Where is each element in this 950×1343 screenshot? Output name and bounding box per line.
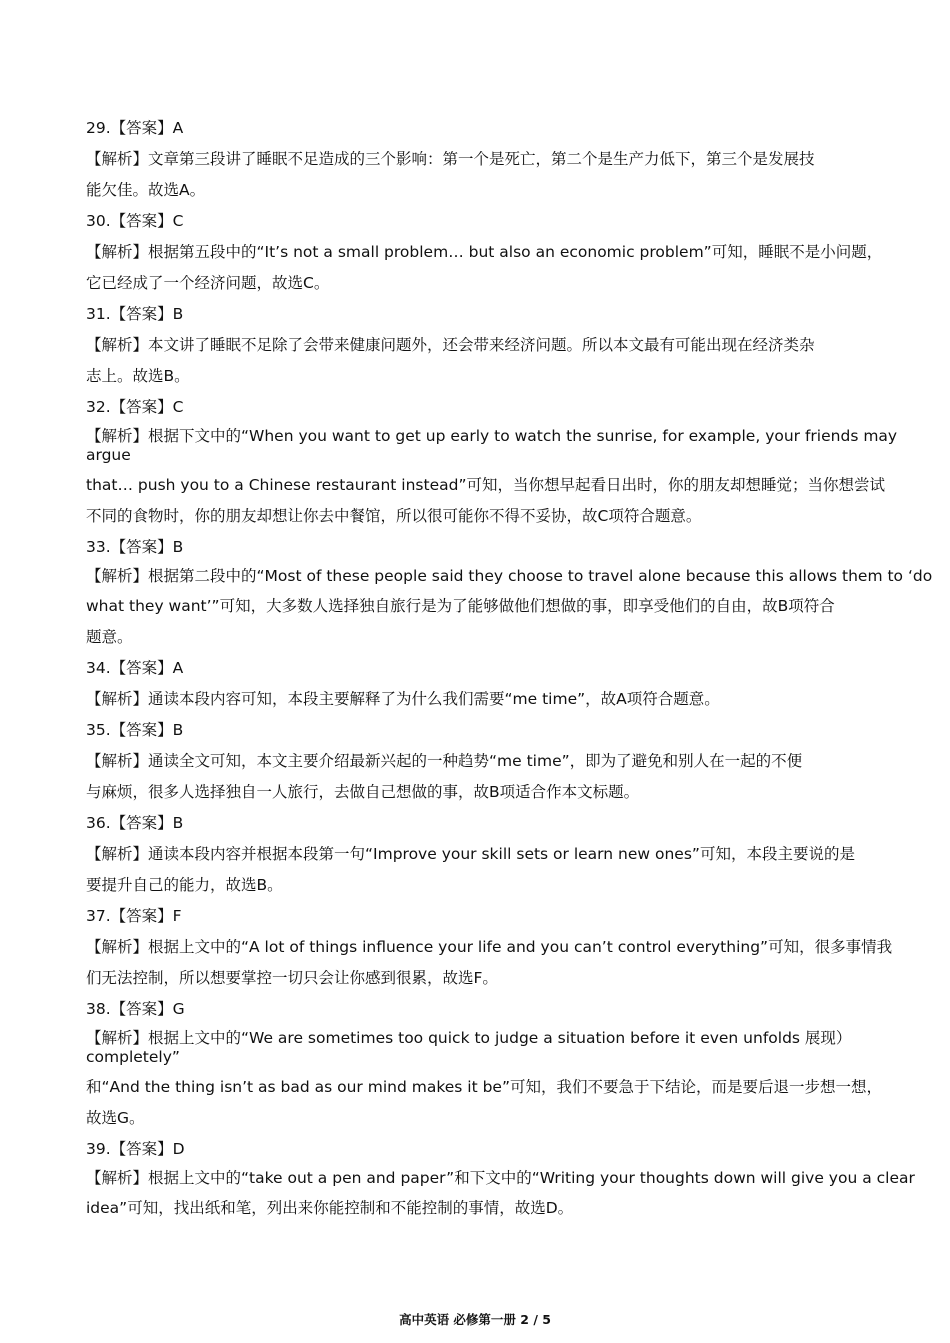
analysis-line: 要提升自己的能力，故选B。 bbox=[86, 876, 283, 894]
analysis-line: 【解析】通读本段内容可知，本段主要解释了为什么我们需要“me time”，故A项符合题意。 bbox=[86, 690, 720, 708]
analysis-line: 【解析】文章第三段讲了睡眠不足造成的三个影响：第一个是死亡，第二个是生产力低下，第三个是发展技 bbox=[86, 150, 815, 168]
answer-line-39: 39.【答案】D bbox=[86, 1140, 185, 1158]
answer-line-35: 35.【答案】B bbox=[86, 721, 184, 739]
analysis-line: 【解析】根据下文中的“When you want to get up early to watch the sunrise, for example, your friends may argue bbox=[86, 427, 898, 464]
analysis-line: 不同的食物时，你的朋友却想让你去中餐馆，所以很可能你不得不妥协，故C项符合题意。 bbox=[86, 507, 702, 525]
answer-line-33: 33.【答案】B bbox=[86, 538, 184, 556]
document-body bbox=[86, 117, 938, 1219]
analysis-line: 志上。故选B。 bbox=[86, 367, 190, 385]
analysis-line: 【解析】根据上文中的“A lot of things influence your life and you can’t control everything”可知，很多事情我 bbox=[86, 938, 893, 956]
analysis-line: idea”可知，找出纸和笔，列出来你能控制和不能控制的事情，故选D。 bbox=[86, 1199, 574, 1217]
answer-line-38: 38.【答案】G bbox=[86, 1000, 185, 1018]
page-footer: 高中英语 必修第一册 2 / 5 bbox=[399, 1312, 551, 1327]
analysis-line: 【解析】通读本段内容并根据本段第一句“Improve your skill sets or learn new ones”可知，本段主要说的是 bbox=[86, 845, 855, 863]
analysis-line: that… push you to a Chinese restaurant instead”可知，当你想早起看日出时，你的朋友却想睡觉；当你想尝试 bbox=[86, 476, 885, 494]
analysis-line: 能欠佳。故选A。 bbox=[86, 181, 206, 199]
answer-line-36: 36.【答案】B bbox=[86, 814, 184, 832]
analysis-line: 【解析】根据第五段中的“It’s not a small problem… but also an economic problem”可知，睡眠不是小问题， bbox=[86, 243, 883, 261]
analysis-line: 【解析】通读全文可知，本文主要介绍最新兴起的一种趋势“me time”，即为了避免和别人在一起的不便 bbox=[86, 752, 803, 770]
analysis-line: 与麻烦，很多人选择独自一人旅行，去做自己想做的事，故B项适合作本文标题。 bbox=[86, 783, 640, 801]
answer-line-30: 30.【答案】C bbox=[86, 212, 184, 230]
analysis-line: 【解析】根据上文中的“take out a pen and paper”和下文中的“Writing your thoughts down will give you a clear bbox=[86, 1169, 915, 1187]
analysis-line: what they want’”可知，大多数人选择独自旅行是为了能够做他们想做的事，即享受他们的自由，故B项符合 bbox=[86, 597, 835, 615]
analysis-line: 题意。 bbox=[86, 628, 133, 646]
answer-line-34: 34.【答案】A bbox=[86, 659, 184, 677]
answer-line-32: 32.【答案】C bbox=[86, 398, 184, 416]
answer-line-37: 37.【答案】F bbox=[86, 907, 182, 925]
answer-line-29: 29.【答案】A bbox=[86, 119, 184, 137]
analysis-line: 【解析】根据第二段中的“Most of these people said they choose to travel alone because this allows them to ‘do bbox=[86, 567, 933, 585]
analysis-line: 们无法控制，所以想要掌控一切只会让你感到很累，故选F。 bbox=[86, 969, 498, 987]
analysis-line: 【解析】根据上文中的“We are sometimes too quick to judge a situation before it even unfolds 展现）completely” bbox=[86, 1029, 852, 1066]
answer-line-31: 31.【答案】B bbox=[86, 305, 184, 323]
analysis-line: 【解析】本文讲了睡眠不足除了会带来健康问题外，还会带来经济问题。所以本文最有可能出现在经济类杂 bbox=[86, 336, 815, 354]
analysis-line: 和“And the thing isn’t as bad as our mind makes it be”可知，我们不要急于下结论，而是要后退一步想一想， bbox=[86, 1078, 883, 1096]
analysis-line: 它已经成了一个经济问题，故选C。 bbox=[86, 274, 330, 292]
analysis-line: 故选G。 bbox=[86, 1109, 145, 1127]
